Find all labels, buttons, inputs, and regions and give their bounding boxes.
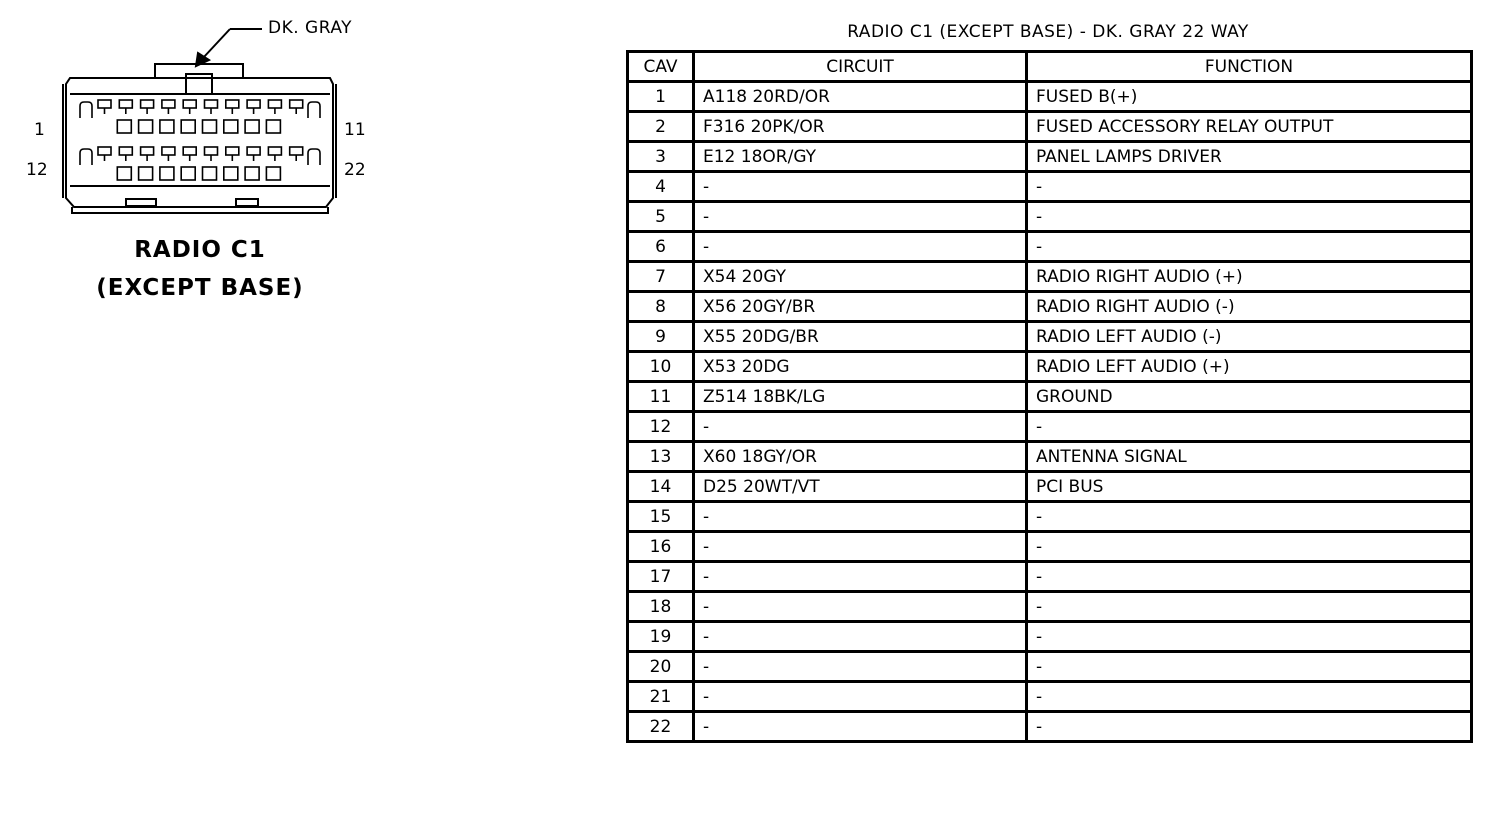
cavity-terminal xyxy=(290,100,303,108)
cav-cell: 6 xyxy=(628,232,694,262)
function-cell: RADIO LEFT AUDIO (-) xyxy=(1027,322,1472,352)
cavity-opening xyxy=(117,120,131,133)
circuit-cell: - xyxy=(694,652,1027,682)
function-cell: - xyxy=(1027,202,1472,232)
cavity-key xyxy=(80,102,92,118)
table-row xyxy=(628,382,1472,412)
table-row xyxy=(628,172,1472,202)
cavity-terminal xyxy=(98,100,111,108)
function-cell: - xyxy=(1027,592,1472,622)
cavity-opening xyxy=(160,167,174,180)
table-row xyxy=(628,532,1472,562)
cav-cell: 11 xyxy=(628,382,694,412)
function-cell: ANTENNA SIGNAL xyxy=(1027,442,1472,472)
table-row xyxy=(628,622,1472,652)
cavity-opening xyxy=(139,167,153,180)
cav-cell: 15 xyxy=(628,502,694,532)
pin-label-top-left: 1 xyxy=(34,120,45,140)
table-row xyxy=(628,262,1472,292)
cavity-terminal xyxy=(162,100,175,108)
function-cell: - xyxy=(1027,622,1472,652)
cav-cell: 10 xyxy=(628,352,694,382)
cavity-opening xyxy=(160,120,174,133)
pin-label-top-right: 11 xyxy=(344,120,366,140)
cavity-opening xyxy=(139,120,153,133)
table-row xyxy=(628,652,1472,682)
circuit-cell: - xyxy=(694,232,1027,262)
cavity-opening xyxy=(266,167,280,180)
cavity-terminal xyxy=(268,147,281,155)
cavity-key xyxy=(308,149,320,165)
cav-cell: 21 xyxy=(628,682,694,712)
function-cell: - xyxy=(1027,652,1472,682)
cavity-terminal xyxy=(226,100,239,108)
cav-cell: 2 xyxy=(628,112,694,142)
cavity-terminal xyxy=(205,100,218,108)
cavity-terminal xyxy=(247,147,260,155)
cavity-opening xyxy=(117,167,131,180)
circuit-cell: A118 20RD/OR xyxy=(694,82,1027,112)
table-row xyxy=(628,562,1472,592)
table-row xyxy=(628,502,1472,532)
circuit-cell: - xyxy=(694,562,1027,592)
cav-cell: 20 xyxy=(628,652,694,682)
cav-cell: 7 xyxy=(628,262,694,292)
connector-title-line2: (EXCEPT BASE) xyxy=(96,275,304,301)
circuit-cell: - xyxy=(694,172,1027,202)
circuit-cell: X53 20DG xyxy=(694,352,1027,382)
circuit-cell: - xyxy=(694,502,1027,532)
function-cell: RADIO RIGHT AUDIO (+) xyxy=(1027,262,1472,292)
circuit-cell: - xyxy=(694,712,1027,742)
table-row xyxy=(628,142,1472,172)
circuit-cell: F316 20PK/OR xyxy=(694,112,1027,142)
cav-cell: 16 xyxy=(628,532,694,562)
cavity-terminal xyxy=(141,147,154,155)
cavity-terminal xyxy=(205,147,218,155)
header-function: FUNCTION xyxy=(1027,52,1472,82)
table-row xyxy=(628,412,1472,442)
cavity-terminal xyxy=(268,100,281,108)
circuit-cell: D25 20WT/VT xyxy=(694,472,1027,502)
cavity-key xyxy=(308,102,320,118)
cav-cell: 22 xyxy=(628,712,694,742)
pin-label-bottom-right: 22 xyxy=(344,160,366,180)
cavity-opening xyxy=(245,167,259,180)
cav-cell: 12 xyxy=(628,412,694,442)
cavity-opening xyxy=(266,120,280,133)
cavity-opening xyxy=(181,167,195,180)
table-row xyxy=(628,592,1472,622)
cavity-terminal xyxy=(141,100,154,108)
circuit-cell: X56 20GY/BR xyxy=(694,292,1027,322)
table-row xyxy=(628,322,1472,352)
header-circuit: CIRCUIT xyxy=(694,52,1027,82)
function-cell: FUSED ACCESSORY RELAY OUTPUT xyxy=(1027,112,1472,142)
table-row xyxy=(628,472,1472,502)
cav-cell: 19 xyxy=(628,622,694,652)
function-cell: - xyxy=(1027,172,1472,202)
table-row xyxy=(628,352,1472,382)
cavity-opening xyxy=(224,167,238,180)
table-row xyxy=(628,232,1472,262)
function-cell: - xyxy=(1027,712,1472,742)
cav-cell: 8 xyxy=(628,292,694,322)
cavity-terminal xyxy=(183,100,196,108)
function-cell: FUSED B(+) xyxy=(1027,82,1472,112)
function-cell: PANEL LAMPS DRIVER xyxy=(1027,142,1472,172)
cav-cell: 14 xyxy=(628,472,694,502)
table-title: RADIO C1 (EXCEPT BASE) - DK. GRAY 22 WAY xyxy=(847,22,1249,42)
function-cell: - xyxy=(1027,232,1472,262)
table-row xyxy=(628,112,1472,142)
function-cell: RADIO LEFT AUDIO (+) xyxy=(1027,352,1472,382)
header-cav: CAV xyxy=(628,52,694,82)
connector-title-line1: RADIO C1 xyxy=(134,237,266,263)
circuit-cell: - xyxy=(694,682,1027,712)
function-cell: RADIO RIGHT AUDIO (-) xyxy=(1027,292,1472,322)
cav-cell: 1 xyxy=(628,82,694,112)
cavity-opening xyxy=(203,120,217,133)
cavity-terminal xyxy=(183,147,196,155)
table-row xyxy=(628,82,1472,112)
function-cell: - xyxy=(1027,532,1472,562)
table-row xyxy=(628,712,1472,742)
function-cell: PCI BUS xyxy=(1027,472,1472,502)
circuit-cell: - xyxy=(694,412,1027,442)
cavity-terminal xyxy=(247,100,260,108)
cav-cell: 4 xyxy=(628,172,694,202)
table-row xyxy=(628,442,1472,472)
cavity-opening xyxy=(181,120,195,133)
circuit-cell: X54 20GY xyxy=(694,262,1027,292)
pin-label-bottom-left: 12 xyxy=(26,160,48,180)
circuit-cell: - xyxy=(694,202,1027,232)
cav-cell: 3 xyxy=(628,142,694,172)
cav-cell: 18 xyxy=(628,592,694,622)
function-cell: - xyxy=(1027,682,1472,712)
cavity-terminal xyxy=(226,147,239,155)
function-cell: - xyxy=(1027,562,1472,592)
cavity-key xyxy=(80,149,92,165)
cav-cell: 9 xyxy=(628,322,694,352)
table-row xyxy=(628,292,1472,322)
circuit-cell: - xyxy=(694,532,1027,562)
pinout-table xyxy=(626,50,1473,743)
connector-diagram xyxy=(0,0,420,320)
cav-cell: 5 xyxy=(628,202,694,232)
circuit-cell: X60 18GY/OR xyxy=(694,442,1027,472)
connector-color-label: DK. GRAY xyxy=(268,18,353,38)
cavity-terminal xyxy=(119,147,132,155)
function-cell: GROUND xyxy=(1027,382,1472,412)
cavity-opening xyxy=(245,120,259,133)
cav-cell: 17 xyxy=(628,562,694,592)
cavity-opening xyxy=(224,120,238,133)
circuit-cell: - xyxy=(694,592,1027,622)
connector-drawing xyxy=(0,0,420,230)
cavity-opening xyxy=(203,167,217,180)
cavity-terminal xyxy=(162,147,175,155)
cavity-terminal xyxy=(98,147,111,155)
table-row xyxy=(628,202,1472,232)
cavity-terminal xyxy=(119,100,132,108)
cavity-terminal xyxy=(290,147,303,155)
circuit-cell: X55 20DG/BR xyxy=(694,322,1027,352)
function-cell: - xyxy=(1027,412,1472,442)
cav-cell: 13 xyxy=(628,442,694,472)
table-header-row xyxy=(628,52,1472,82)
circuit-cell: E12 18OR/GY xyxy=(694,142,1027,172)
table-row xyxy=(628,682,1472,712)
circuit-cell: Z514 18BK/LG xyxy=(694,382,1027,412)
function-cell: - xyxy=(1027,502,1472,532)
circuit-cell: - xyxy=(694,622,1027,652)
